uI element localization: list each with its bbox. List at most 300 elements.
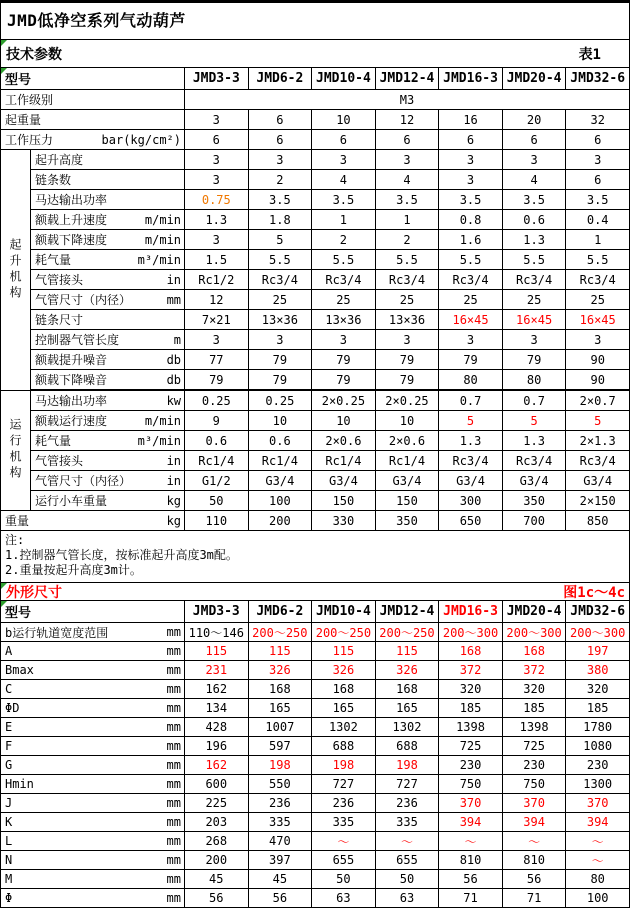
value-cell: 79 (248, 350, 312, 370)
value-cell: ～ (566, 832, 630, 851)
value-cell: 197 (566, 642, 630, 661)
value-cell: 3 (248, 150, 312, 170)
value-cell: 3 (566, 150, 630, 170)
value-cell: 5 (502, 411, 566, 431)
row-label: 工作压力 (5, 133, 54, 147)
value-cell: 100 (248, 491, 312, 511)
value-cell: 394 (439, 813, 503, 832)
model-header: JMD6-2 (248, 68, 312, 90)
row-label: 额载下降噪音 (35, 373, 108, 387)
value-cell: 12 (185, 290, 249, 310)
value-cell: 335 (375, 813, 439, 832)
unit-label: mm (166, 720, 181, 734)
value-cell: 5.5 (248, 250, 312, 270)
value-cell: 1.3 (502, 431, 566, 451)
value-cell: 2×150 (566, 491, 630, 511)
value-cell: 727 (312, 775, 376, 794)
value-cell: 162 (185, 680, 249, 699)
value-cell: Rc3/4 (439, 451, 503, 471)
value-cell: 6 (502, 130, 566, 150)
value-cell: 71 (502, 889, 566, 908)
dimensions-table (0, 600, 630, 908)
value-cell: 2 (248, 170, 312, 190)
value-cell: 90 (566, 350, 630, 370)
value-cell: 1.6 (439, 230, 503, 250)
row-label-cell (1, 870, 185, 889)
value-cell: 200 (185, 851, 249, 870)
value-cell: 79 (312, 370, 376, 391)
value-cell: 326 (312, 661, 376, 680)
value-cell: 162 (185, 756, 249, 775)
value-cell: 3 (185, 150, 249, 170)
value-cell: 320 (566, 680, 630, 699)
value-cell: 6 (566, 130, 630, 150)
value-cell: 0.4 (566, 210, 630, 230)
model-header: JMD12-4 (375, 601, 439, 623)
value-cell: 13×36 (312, 310, 376, 330)
value-cell: Rc3/4 (248, 270, 312, 290)
value-cell: 3.5 (375, 190, 439, 210)
row-label: 马达输出功率 (35, 394, 108, 408)
value-cell: 203 (185, 813, 249, 832)
model-header: JMD16-3 (439, 601, 503, 623)
value-cell: 168 (502, 642, 566, 661)
value-cell: 370 (439, 794, 503, 813)
value-cell: 185 (502, 699, 566, 718)
value-cell: 200～300 (439, 623, 503, 642)
value-cell: 168 (439, 642, 503, 661)
unit-label: mm (166, 739, 181, 753)
value-cell: 3.5 (566, 190, 630, 210)
row-label: ΦD (5, 701, 20, 715)
row-label: 额载运行速度 (35, 414, 108, 428)
table-row (1, 370, 630, 391)
value-cell: 1 (375, 210, 439, 230)
value-cell: 200 (248, 511, 312, 531)
table-row (1, 491, 630, 511)
table-row (1, 451, 630, 471)
model-header-label-cell (1, 601, 185, 623)
value-cell: 5 (566, 411, 630, 431)
unit-label: in (166, 453, 182, 468)
value-cell: 3 (312, 330, 376, 350)
value-cell: G3/4 (248, 471, 312, 491)
value-cell: 350 (502, 491, 566, 511)
notes-block (0, 530, 630, 583)
value-cell: 3 (312, 150, 376, 170)
value-cell: 3 (439, 330, 503, 350)
value-cell: 12 (375, 110, 439, 130)
value-cell: 79 (312, 350, 376, 370)
value-cell: 370 (566, 794, 630, 813)
model-header-label-cell (1, 68, 185, 90)
value-cell: 80 (439, 370, 503, 391)
value-cell: Rc1/4 (312, 451, 376, 471)
row-label: 重量 (5, 514, 30, 528)
value-cell: 231 (185, 661, 249, 680)
unit-label: kw (166, 393, 182, 408)
value-cell: 688 (312, 737, 376, 756)
value-cell: 3.5 (502, 190, 566, 210)
table-ref-label: 表1 (578, 46, 601, 63)
value-cell: 1 (312, 210, 376, 230)
value-cell: 80 (566, 870, 630, 889)
value-cell: 200～300 (502, 623, 566, 642)
table-row (1, 270, 630, 290)
row-label: 耗气量 (35, 253, 72, 267)
model-header: JMD32-6 (566, 601, 630, 623)
value-cell: 597 (248, 737, 312, 756)
unit-label: mm (166, 815, 181, 829)
table-row (1, 813, 630, 832)
table-row (1, 870, 630, 889)
value-cell: 4 (375, 170, 439, 190)
row-label: 型号 (5, 73, 32, 88)
value-cell: 0.7 (502, 390, 566, 411)
note-line: 1.控制器气管长度，按标准起升高度3m配。 (5, 548, 238, 562)
value-cell: Rc3/4 (375, 270, 439, 290)
row-label: 气管接头 (35, 454, 84, 468)
table-row (1, 699, 630, 718)
value-cell: G3/4 (439, 471, 503, 491)
row-label-cell (31, 350, 185, 370)
value-cell: 335 (312, 813, 376, 832)
notes-heading: 注: (5, 533, 25, 547)
value-cell: 6 (185, 130, 249, 150)
value-cell: 372 (502, 661, 566, 680)
value-cell: 165 (375, 699, 439, 718)
value-cell: 688 (375, 737, 439, 756)
row-label: J (5, 796, 13, 810)
row-label-cell (31, 491, 185, 511)
row-label-cell (1, 775, 185, 794)
value-cell: 200～300 (566, 623, 630, 642)
value-cell: Rc3/4 (566, 270, 630, 290)
unit-label: mm (166, 872, 181, 886)
value-cell: 5.5 (502, 250, 566, 270)
value-cell: ～ (502, 832, 566, 851)
row-label: 链条尺寸 (35, 313, 84, 327)
table-row (1, 642, 630, 661)
row-label: M (5, 872, 13, 886)
table-row (1, 90, 630, 110)
value-cell: 115 (375, 642, 439, 661)
row-label: C (5, 682, 13, 696)
row-label-cell (1, 130, 185, 150)
value-cell: ～ (375, 832, 439, 851)
row-label: 链条数 (35, 173, 72, 187)
value-cell: 5 (248, 230, 312, 250)
value-cell: 45 (248, 870, 312, 889)
value-cell: 13×36 (248, 310, 312, 330)
unit-label: bar(kg/cm²) (101, 132, 182, 147)
value-cell: 10 (375, 411, 439, 431)
value-cell: 100 (566, 889, 630, 908)
row-label: Hmin (5, 777, 34, 791)
value-cell: 725 (502, 737, 566, 756)
row-label: 起重量 (5, 113, 42, 127)
value-cell: Rc1/4 (375, 451, 439, 471)
value-cell: 380 (566, 661, 630, 680)
row-label: 起升高度 (35, 153, 84, 167)
row-label: 气管接头 (35, 273, 84, 287)
table-row (1, 851, 630, 870)
table-row (1, 832, 630, 851)
table-row (1, 330, 630, 350)
unit-label: m³/min (137, 252, 182, 267)
value-cell: 3 (439, 150, 503, 170)
value-cell: 320 (502, 680, 566, 699)
unit-label: db (166, 352, 182, 367)
row-label-cell (31, 431, 185, 451)
figure-ref-label: 图1c～4c (563, 584, 625, 601)
value-cell: 2×0.7 (566, 390, 630, 411)
value-cell: 56 (185, 889, 249, 908)
value-cell: 3 (248, 330, 312, 350)
value-cell: 16×45 (439, 310, 503, 330)
value-cell: 3.5 (312, 190, 376, 210)
table-row (1, 390, 630, 411)
model-header-row (1, 601, 630, 623)
value-cell: 79 (375, 370, 439, 391)
value-cell: 10 (312, 110, 376, 130)
value-cell: 50 (375, 870, 439, 889)
value-cell: 0.6 (502, 210, 566, 230)
value-cell: 236 (375, 794, 439, 813)
row-label: 额载下降速度 (35, 233, 108, 247)
green-triangle-icon (1, 40, 7, 46)
value-cell: 1780 (566, 718, 630, 737)
row-label: 工作级别 (5, 93, 54, 107)
value-cell: 850 (566, 511, 630, 531)
value-cell: 1.3 (502, 230, 566, 250)
value-cell: 168 (375, 680, 439, 699)
unit-label: mm (166, 663, 181, 677)
merged-value-cell: M3 (185, 90, 630, 110)
value-cell: 25 (312, 290, 376, 310)
row-label-cell (31, 310, 185, 330)
row-label-cell (31, 230, 185, 250)
row-label: 额载上升速度 (35, 213, 108, 227)
value-cell: 3 (502, 330, 566, 350)
unit-label: mm (166, 625, 181, 639)
row-label-cell (31, 170, 185, 190)
value-cell: 63 (375, 889, 439, 908)
value-cell: 2 (312, 230, 376, 250)
value-cell: 700 (502, 511, 566, 531)
row-label-cell (31, 411, 185, 431)
value-cell: 3 (185, 230, 249, 250)
value-cell: 0.6 (248, 431, 312, 451)
model-header: JMD32-6 (566, 68, 630, 90)
row-label: G (5, 758, 13, 772)
row-label-cell (1, 661, 185, 680)
value-cell: 200～250 (375, 623, 439, 642)
table-row (1, 350, 630, 370)
row-label-cell (1, 794, 185, 813)
value-cell: 50 (312, 870, 376, 889)
value-cell: 6 (566, 170, 630, 190)
unit-label: mm (166, 891, 181, 905)
row-label: Φ (5, 891, 13, 905)
row-label: E (5, 720, 13, 734)
value-cell: 16×45 (566, 310, 630, 330)
row-label-cell (31, 270, 185, 290)
table-row (1, 737, 630, 756)
table-row (1, 775, 630, 794)
unit-label: mm (166, 682, 181, 696)
value-cell: 428 (185, 718, 249, 737)
value-cell: 79 (375, 350, 439, 370)
value-cell: 394 (566, 813, 630, 832)
row-label: N (5, 853, 13, 867)
unit-label: in (166, 473, 182, 488)
value-cell: 372 (439, 661, 503, 680)
row-label-cell (31, 451, 185, 471)
table-row (1, 756, 630, 775)
value-cell: ～ (312, 832, 376, 851)
row-label: A (5, 644, 13, 658)
value-cell: 16 (439, 110, 503, 130)
value-cell: 56 (439, 870, 503, 889)
value-cell: 1 (566, 230, 630, 250)
value-cell: 168 (248, 680, 312, 699)
row-label: L (5, 834, 13, 848)
section-header-tech-params (0, 39, 630, 68)
row-label-cell (1, 110, 185, 130)
value-cell: 2 (375, 230, 439, 250)
value-cell: 1.8 (248, 210, 312, 230)
row-label: 耗气量 (35, 434, 72, 448)
table-row (1, 411, 630, 431)
value-cell: Rc3/4 (502, 451, 566, 471)
value-cell: 3 (185, 170, 249, 190)
value-cell: 2×1.3 (566, 431, 630, 451)
value-cell: G3/4 (312, 471, 376, 491)
value-cell: 326 (248, 661, 312, 680)
value-cell: 165 (248, 699, 312, 718)
value-cell: 3 (439, 170, 503, 190)
value-cell: 25 (502, 290, 566, 310)
model-header: JMD20-4 (502, 68, 566, 90)
value-cell: 1.3 (439, 431, 503, 451)
row-label: b运行轨道宽度范围 (5, 625, 109, 640)
value-cell: 727 (375, 775, 439, 794)
value-cell: 230 (439, 756, 503, 775)
value-cell: 50 (185, 491, 249, 511)
green-triangle-icon (1, 68, 7, 74)
unit-label: mm (166, 701, 181, 715)
value-cell: 1300 (566, 775, 630, 794)
value-cell: 3 (375, 150, 439, 170)
row-label-cell (1, 832, 185, 851)
unit-label: kg (166, 493, 182, 508)
row-label-cell (31, 330, 185, 350)
value-cell: 32 (566, 110, 630, 130)
value-cell: G1/2 (185, 471, 249, 491)
value-cell: 185 (566, 699, 630, 718)
value-cell: 200～250 (248, 623, 312, 642)
green-triangle-icon (1, 601, 7, 607)
row-label-cell (31, 190, 185, 210)
value-cell: 236 (312, 794, 376, 813)
value-cell: 115 (312, 642, 376, 661)
row-label-cell (1, 642, 185, 661)
table-row (1, 718, 630, 737)
row-label: 气管尺寸（内径） (35, 293, 132, 307)
value-cell: 3 (502, 150, 566, 170)
table-row (1, 794, 630, 813)
row-label: 额载提升噪音 (35, 353, 108, 367)
value-cell: 5.5 (312, 250, 376, 270)
value-cell: 370 (502, 794, 566, 813)
value-cell: 115 (248, 642, 312, 661)
value-cell: 2×0.25 (375, 390, 439, 411)
section-header-dimensions (0, 582, 630, 601)
value-cell: 1080 (566, 737, 630, 756)
value-cell: Rc1/4 (185, 451, 249, 471)
unit-label: mm (166, 834, 181, 848)
row-label: K (5, 815, 13, 829)
table-row (1, 170, 630, 190)
value-cell: 134 (185, 699, 249, 718)
value-cell: 6 (248, 130, 312, 150)
model-header: JMD20-4 (502, 601, 566, 623)
value-cell: 320 (439, 680, 503, 699)
value-cell: 600 (185, 775, 249, 794)
table-row (1, 431, 630, 451)
value-cell: 3 (566, 330, 630, 350)
model-header: JMD16-3 (439, 68, 503, 90)
unit-label: m³/min (137, 433, 182, 448)
model-header: JMD3-3 (185, 601, 249, 623)
model-header-row (1, 68, 630, 90)
model-header: JMD12-4 (375, 68, 439, 90)
unit-label: mm (166, 758, 181, 772)
row-label-cell (1, 889, 185, 908)
row-label: 马达输出功率 (35, 193, 108, 207)
unit-label: kg (166, 513, 182, 528)
value-cell: 79 (185, 370, 249, 391)
value-cell: Rc3/4 (439, 270, 503, 290)
value-cell: 397 (248, 851, 312, 870)
value-cell: 90 (566, 370, 630, 391)
value-cell: 3 (185, 110, 249, 130)
value-cell: 236 (248, 794, 312, 813)
value-cell: 750 (502, 775, 566, 794)
unit-label: m/min (144, 413, 182, 428)
row-label-cell (31, 390, 185, 411)
table-row (1, 190, 630, 210)
row-label-cell (1, 90, 185, 110)
row-label: 气管尺寸（内径） (35, 474, 132, 488)
value-cell: 326 (375, 661, 439, 680)
value-cell: 45 (185, 870, 249, 889)
table-row (1, 130, 630, 150)
table-row (1, 623, 630, 642)
value-cell: 4 (502, 170, 566, 190)
value-cell: 63 (312, 889, 376, 908)
table-row (1, 661, 630, 680)
value-cell: 198 (248, 756, 312, 775)
model-header: JMD10-4 (312, 601, 376, 623)
row-label-cell (1, 813, 185, 832)
value-cell: 79 (439, 350, 503, 370)
value-cell: 5.5 (439, 250, 503, 270)
value-cell: G3/4 (566, 471, 630, 491)
green-triangle-icon (1, 583, 7, 589)
value-cell: 165 (312, 699, 376, 718)
